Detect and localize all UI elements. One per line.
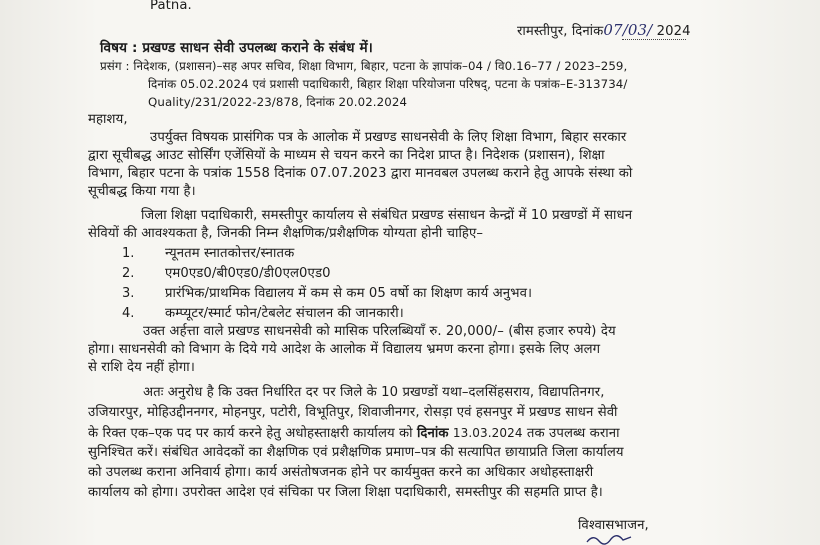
reference-line-1: प्रसंग : निदेशक, (प्रशासन)–सह अपर सचिव, शिक्षा विभाग, बिहार, पटना के ज्ञापांक–04 / वि0.16–77 / 2023–259, xyxy=(100,59,628,73)
list-item-number: 1. xyxy=(122,246,135,261)
closing: विश्वासभाजन, xyxy=(578,518,649,533)
para4-line-3 xyxy=(88,425,620,442)
salutation: महाशय, xyxy=(88,112,128,127)
para1-line-1: उपर्युक्त विषयक प्रासंगिक पत्र के आलोक में प्रखण्ड साधनसेवी के लिए शिक्षा विभाग, बिहार सरकार xyxy=(150,130,627,145)
para3-line-3: से राशि देय नहीं होगा। xyxy=(88,360,195,375)
para1-line-2: द्वारा सूचीबद्ध आउट सोर्सिंग एजेंसियों के माध्यम से चयन करने का निदेश प्राप्त है। निदेशक (प्रशासन), शिक्षा xyxy=(88,148,605,163)
deadline-label: दिनांक xyxy=(416,426,449,441)
para4-line-4: सुनिश्चित करें। संबंधित आवेदकों का शैक्षणिक एवं प्रशैक्षणिक प्रमाण–पत्र की सत्यापित छायाप्रति जिला कार्यालय xyxy=(88,445,624,460)
date-dotted-line xyxy=(622,38,686,40)
place-date-year: 2024 xyxy=(656,24,691,39)
para4-line-2: उजियारपुर, मोहिउद्दीननगर, मोहनपुर, पटोरी, विभूतिपुर, शिवाजीनगर, रोसड़ा एवं हसनपुर में प्रखण्ड साधन सेवी xyxy=(88,405,618,420)
para4-line-6: कार्यालय को होगा। उपरोक्त आदेश एवं संचिका पर जिला शिक्षा पदाधिकारी, समस्तीपुर की सहमति प्राप्त है। xyxy=(88,485,603,500)
list-item-number: 3. xyxy=(122,286,135,301)
para3-line-1: उक्त अर्हत्ता वाले प्रखण्ड साधनसेवी को मासिक परिलब्धियाँ रु. 20,000/– (बीस हजार रुपये) देय xyxy=(143,324,616,339)
list-item-number: 4. xyxy=(122,306,135,321)
list-item-text: न्यूनतम स्नातकोत्तर/स्नातक xyxy=(165,246,295,261)
top-fragment: Patna. xyxy=(150,0,192,13)
reference-line-3: Quality/231/2022-23/878, दिनांक 20.02.2024 xyxy=(148,95,408,109)
para3-line-2: होगा। साधनसेवी को विभाग के दिये गये आदेश के आलोक में विद्यालय भ्रमण करना होगा। इसके लिए अलग xyxy=(88,342,601,357)
para4-line-1: अतः अनुरोध है कि उक्त निर्धारित दर पर जिले के 10 प्रखण्डों यथा–दलसिंहसराय, विद्यापतिनगर, xyxy=(143,385,605,400)
signature-scribble xyxy=(585,528,645,545)
list-item-number: 2. xyxy=(122,266,135,281)
place-date-prefix: रामस्तीपुर, दिनांक xyxy=(517,24,604,39)
subject-line: विषय : प्रखण्ड साधन सेवी उपलब्ध कराने के संबंध में। xyxy=(100,40,373,56)
deadline-after: तक उपलब्ध कराना xyxy=(526,426,620,441)
list-item-text: कम्प्यूटर/स्मार्ट फोन/टेबलेट संचालन की जानकारी। xyxy=(165,306,404,321)
list-item-text: एम0एड0/बी0एड0/डी0एल0एड0 xyxy=(165,266,331,281)
para1-line-4: सूचीबद्ध किया गया है। xyxy=(88,184,196,199)
para1-line-3: विभाग, बिहार पटना के पत्रांक 1558 दिनांक 07.07.2023 द्वारा मानवबल उपलब्ध कराने हेतु आपके संस्था को xyxy=(88,166,633,181)
para4-line-3-start: के रिक्त एक–एक पद पर कार्य करने हेतु अधोहस्ताक्षरी कार्यालय को xyxy=(88,426,413,441)
list-item-text: प्रारंभिक/प्राथमिक विद्यालय में कम से कम 05 वर्षो का शिक्षण कार्य अनुभव। xyxy=(165,286,533,301)
para2-line-2: सेवियों की आवश्यकता है, जिनकी निम्न शैक्षणिक/प्रशैक्षणिक योग्यता होनी चाहिए– xyxy=(88,226,484,241)
handwritten-date: 07/03/ xyxy=(603,21,653,39)
reference-line-2: दिनांक 05.02.2024 एवं प्रशासी पदाधिकारी, बिहार शिक्षा परियोजना परिषद्, पटना के पत्रांक–E-313734/ xyxy=(148,77,628,91)
para2-line-1: जिला शिक्षा पदाधिकारी, समस्तीपुर कार्यालय से संबंधित प्रखण्ड संसाधन केन्द्रों में 10 प्रखण्डों में साधन xyxy=(141,208,633,223)
para4-line-5: को उपलब्ध कराना अनिवार्य होगा। कार्य असंतोषजनक होने पर कार्यमुक्त करने का अधिकार अधोहस्ताक्षरी xyxy=(88,465,594,480)
deadline-date: 13.03.2024 xyxy=(452,426,523,440)
